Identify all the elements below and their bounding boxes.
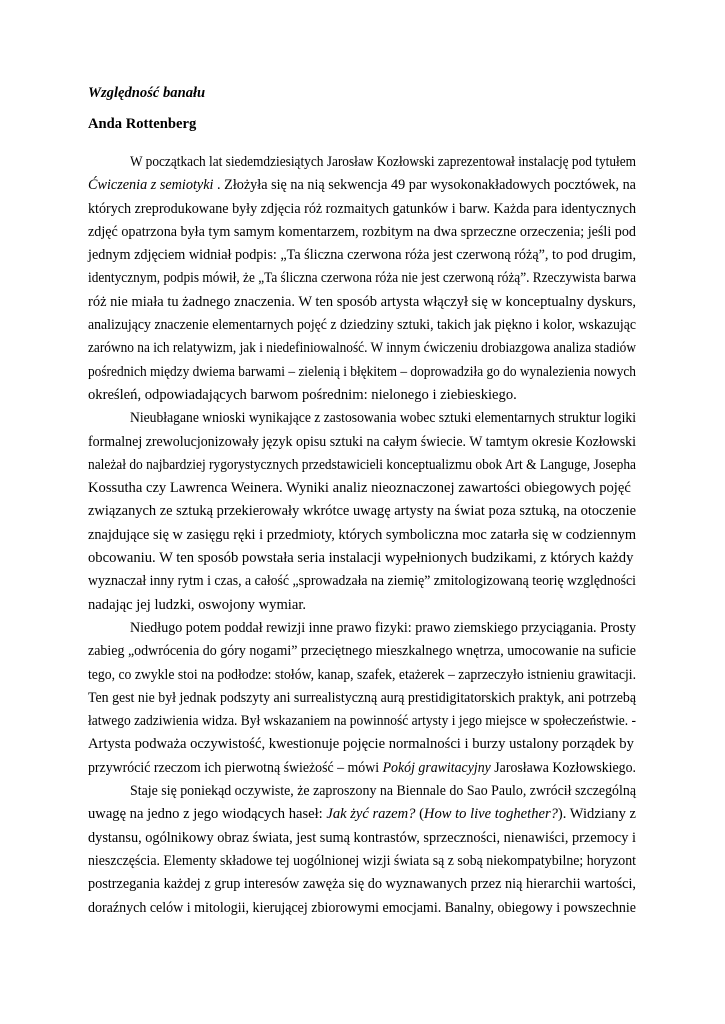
- text-line: [88, 664, 636, 687]
- text-line: [88, 198, 636, 221]
- text-line: [88, 897, 636, 920]
- italic-text: Ćwiczenia z semiotyki: [88, 177, 214, 194]
- text-run: dystansu, ogólnikowy obraz świata, jest sumą kontrastów, sprzeczności, nienawiści, przemocy i: [88, 829, 636, 846]
- text-run: analizujący znaczenie elementarnych pojęć z dziedziny sztuki, takich jak piękno i kolor, wskazując: [88, 317, 636, 334]
- text-line: [88, 617, 636, 640]
- text-line: [88, 757, 636, 780]
- text-run: zabieg „odwrócenia do góry nogami” przeciętnego mieszkalnego wnętrza, umocowanie na suficie: [88, 643, 636, 660]
- text-run: Kossutha czy Lawrenca Weinera. Wyniki analiz nieoznaczonej zawartości obiegowych pojęć: [88, 480, 631, 497]
- text-run: Nieubłagane wnioski wynikające z zastosowania wobec sztuki elementarnych struktur logiki: [130, 410, 636, 427]
- text-line: [88, 151, 636, 174]
- text-line: [88, 827, 636, 850]
- text-run: pośrednich między dwiema barwami – zielenią i błękitem – doprowadziła go do wynalezienia nowych: [88, 363, 636, 380]
- text-run: postrzegania każdej z grup interesów zawęża się do wyznawanych przez nią hierarchii wartości,: [88, 876, 636, 893]
- text-run: ). Widziany z: [557, 806, 636, 823]
- text-run: tego, co zwykle stoi na podłodze: stołów, kanap, szafek, etażerek – zaprzeczyło istnieniu grawitacji.: [88, 666, 636, 683]
- text-line: [88, 850, 636, 873]
- text-line: [88, 431, 636, 454]
- text-line: [88, 174, 636, 197]
- text-run: Staje się poniekąd oczywiste, że zaproszony na Biennale do Sao Paulo, zwrócił szczególną: [130, 783, 636, 800]
- text-line: [88, 733, 636, 756]
- text-run: należał do najbardziej rygorystycznych przedstawicieli konceptualizmu obok Art & Languge, Josepha: [88, 456, 636, 473]
- text-line: [88, 477, 636, 500]
- text-line: [88, 267, 636, 290]
- text-line: [88, 407, 636, 430]
- document-body: [88, 151, 636, 920]
- text-run: Artysta podważa oczywistość, kwestionuje pojęcie normalności i burzy ustalony porządek by: [88, 736, 634, 753]
- text-run: znajdujące się w zasięgu ręki i przedmioty, których symboliczna moc zatarła się w codziennym: [88, 526, 636, 543]
- text-line: [88, 687, 636, 710]
- text-run: zarówno na ich relatywizm, jak i niedefiniowalność. W innym ćwiczeniu drobiazgowa analiza stadiów: [88, 340, 636, 357]
- text-line: [88, 221, 636, 244]
- text-run: (: [415, 806, 424, 823]
- text-run: jednym zdjęciem widniał podpis: „Ta śliczna czerwona róża jest czerwoną różą”, to pod drugim,: [88, 247, 636, 264]
- text-line: [88, 314, 636, 337]
- text-line: [88, 337, 636, 360]
- text-run: Niedługo potem poddał rewizji inne prawo fizyki: prawo ziemskiego przyciągania. Prosty: [130, 619, 636, 636]
- text-run: przywrócić rzeczom ich pierwotną świeżość – mówi: [88, 759, 383, 776]
- text-run: nadając jej ludzki, oswojony wymiar.: [88, 596, 307, 613]
- text-run: których zreprodukowane były zdjęcia róż rozmaitych gatunków i barw. Każda para identycznych: [88, 200, 636, 217]
- document-page: [88, 82, 636, 920]
- document-author: Anda Rottenberg: [88, 116, 197, 132]
- text-run: . Złożyła się na nią sekwencja 49 par wysokonakładowych pocztówek, na: [213, 177, 637, 194]
- italic-text: How to live toghether?: [423, 806, 558, 823]
- text-line: [88, 500, 636, 523]
- text-run: uwagę na jedno z jego wiodących haseł:: [88, 806, 327, 823]
- text-line: [88, 710, 636, 733]
- text-line: [88, 594, 636, 617]
- text-run: obcowaniu. W ten sposób powstała seria instalacji wypełnionych budzikami, z których każdy: [88, 550, 634, 567]
- text-run: określeń, odpowiadających barwom pośrednim: nielonego i ziebieskiego.: [88, 386, 517, 403]
- text-line: [88, 524, 636, 547]
- text-run: zdjęć opatrzona była tym samym komentarzem, rozbitym na dwa sprzeczne orzeczenia; jeśli pod: [88, 223, 636, 240]
- text-line: [88, 291, 636, 314]
- text-line: [88, 361, 636, 384]
- text-run: Ten gest nie był jednak podszyty ani surrealistyczną aurą prestidigitatorskich praktyk, ani potrzebą: [88, 689, 636, 706]
- italic-text: Jak żyć razem?: [326, 806, 416, 823]
- italic-text: Pokój grawitacyjny: [382, 759, 491, 776]
- text-run: doraźnych celów i mitologii, kierującej zbiorowymi emocjami. Banalny, obiegowy i powszechnie: [88, 899, 636, 916]
- text-run: Jarosława Kozłowskiego.: [490, 759, 636, 776]
- text-run: formalnej zrewolucjonizowały język opisu sztuki na całym świecie. W tamtym okresie Kozłowski: [88, 433, 636, 450]
- text-run: róż nie miała tu żadnego znaczenia. W ten sposób artysta włączył się w konceptualny dyskurs,: [88, 293, 636, 310]
- text-line: [88, 244, 636, 267]
- text-run: W początkach lat siedemdziesiątych Jarosław Kozłowski zaprezentował instalację pod tytułem: [130, 154, 636, 170]
- document-title: Względność banału: [88, 85, 206, 101]
- text-line: [88, 780, 636, 803]
- text-line: [88, 454, 636, 477]
- text-run: identycznym, podpis mówił, że „Ta śliczna czerwona róża nie jest czerwoną różą”. Rzeczywista barwa: [88, 270, 636, 287]
- text-line: [88, 384, 636, 407]
- text-line: [88, 547, 636, 570]
- text-run: związanych ze sztuką przekierowały wkrótce uwagę artysty na świat poza sztuką, na otoczenie: [88, 503, 636, 520]
- text-run: nieszczęścia. Elementy składowe tej uogólnionej wizji świata są z sobą niekompatybilne; horyzont: [88, 852, 636, 869]
- text-run: wyznaczał inny rytm i czas, a całość „sprowadzała na ziemię” zmitologizowaną teorię względności: [88, 573, 636, 590]
- text-line: [88, 570, 636, 593]
- text-line: [88, 873, 636, 896]
- text-line: [88, 640, 636, 663]
- text-line: [88, 803, 636, 826]
- text-run: łatwego zadziwienia widza. Był wskazaniem na powinność artysty i jego miejsce w społeczeństwie. -: [88, 713, 636, 730]
